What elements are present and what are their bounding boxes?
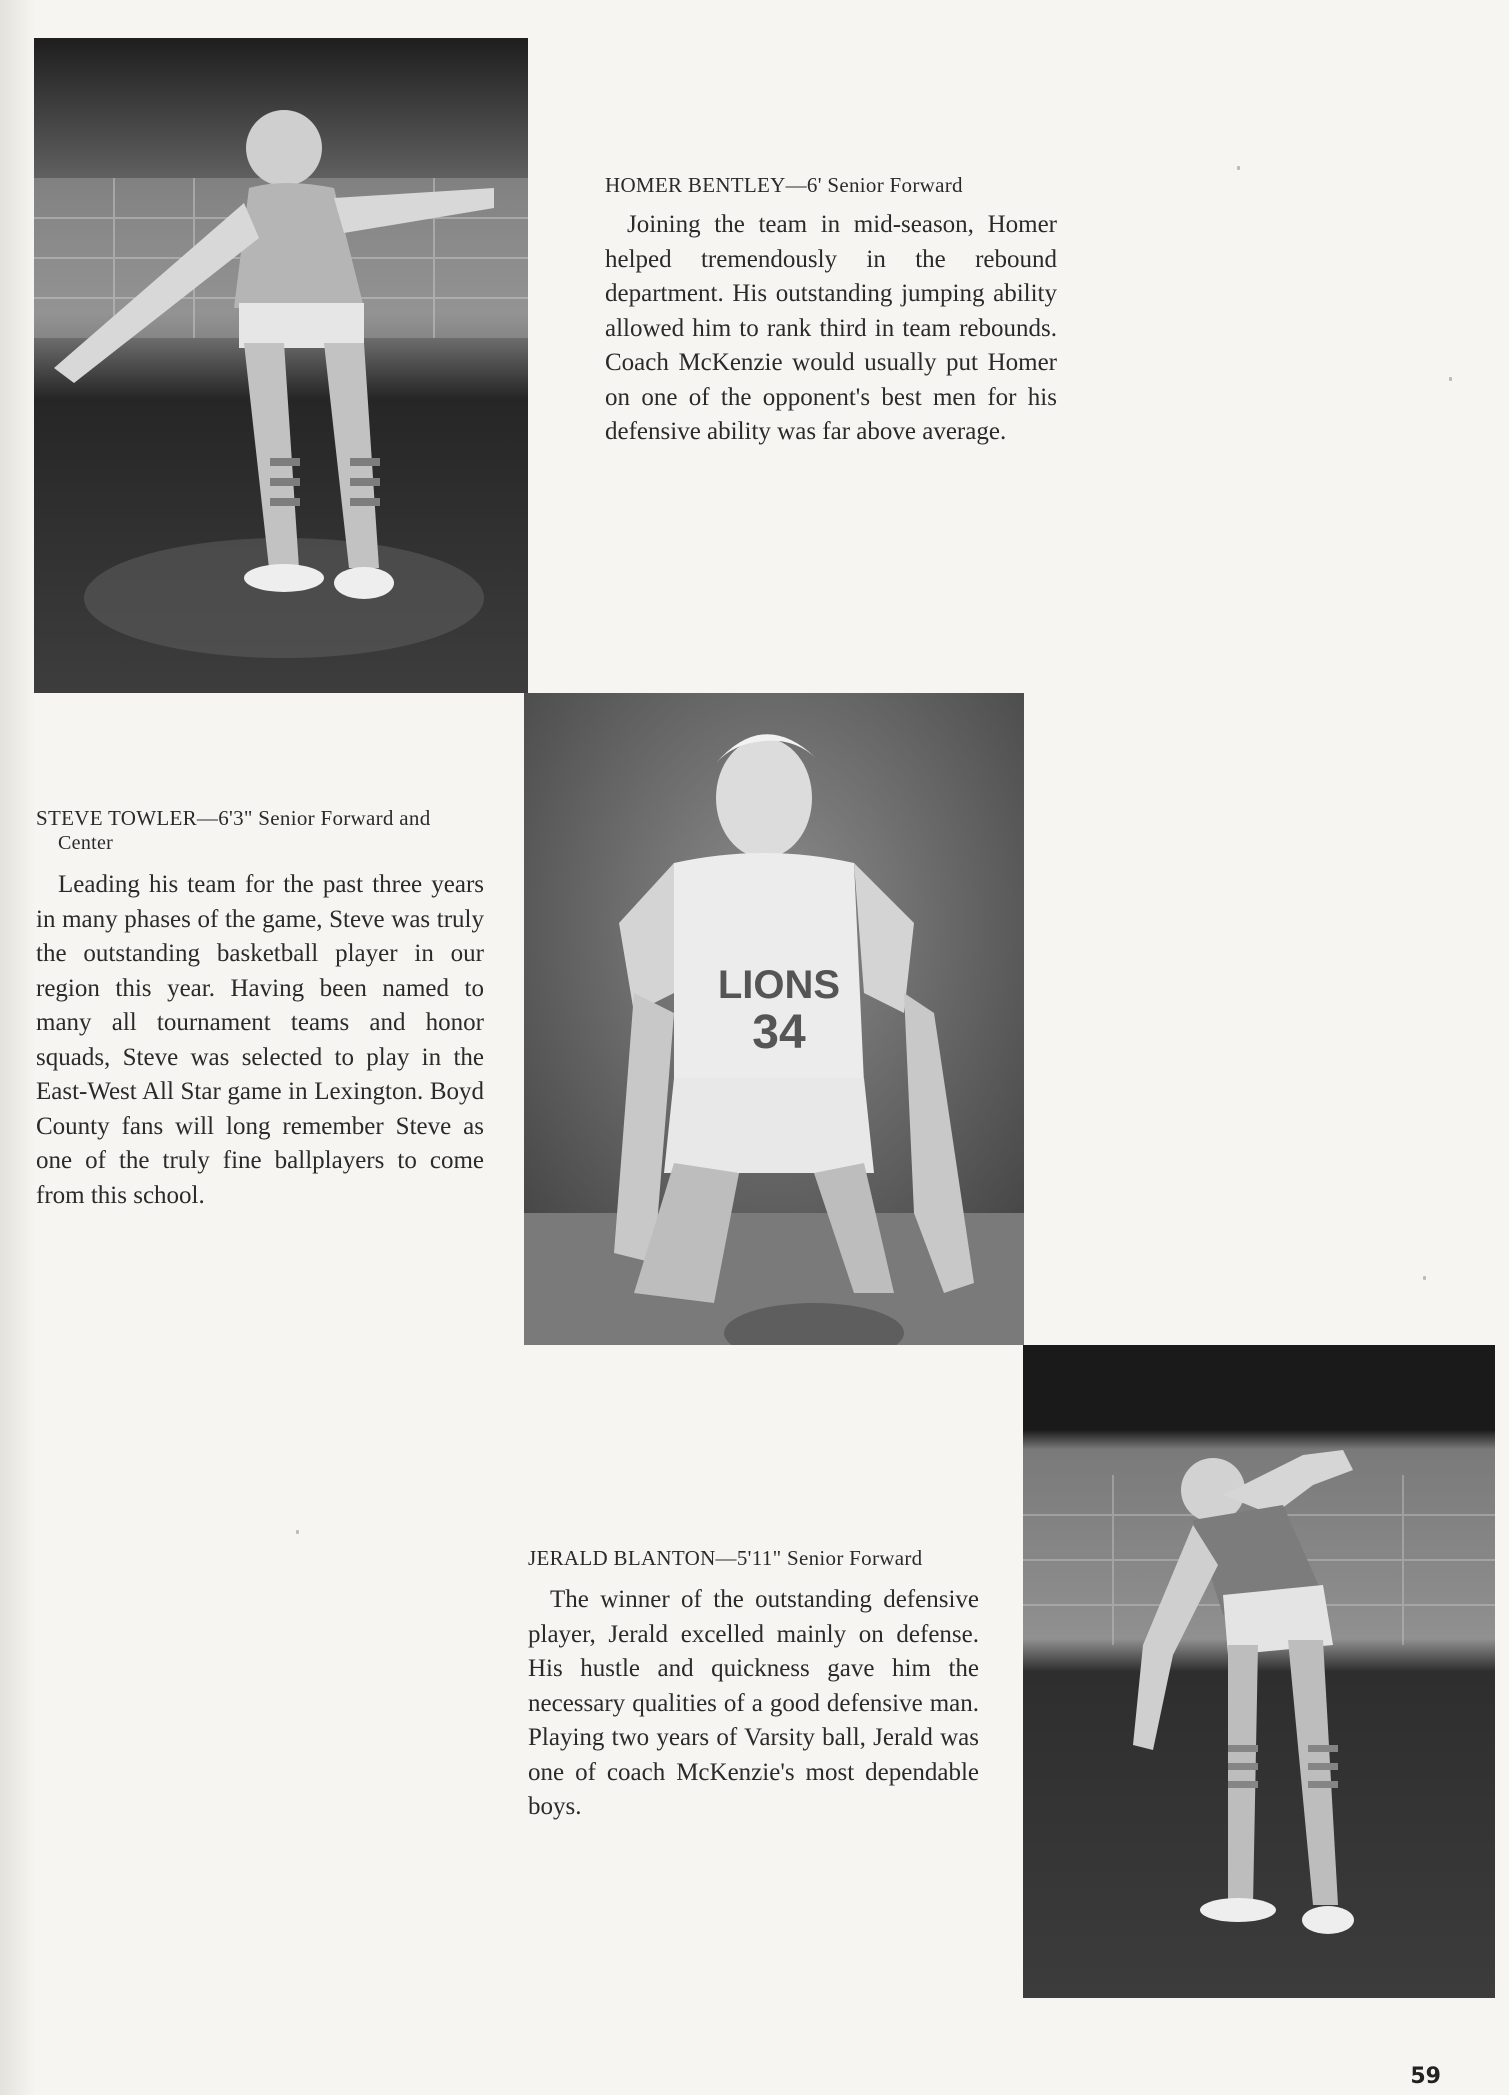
- player-bio-homer-bentley: Joining the team in mid-season, Homer helped tremendously in the rebound department. His outstanding jumping ability allowed him to rank third in team rebounds. Coach McKenzie would usually put Homer on one of the opponent's best men for his defensive ability was far above average.: [605, 211, 1057, 445]
- photo-steve-towler: [524, 693, 1024, 1345]
- photo-jerald-blanton: [1023, 1345, 1495, 1998]
- player-caption-homer-bentley: HOMER BENTLEY—6' Senior Forward: [605, 173, 963, 197]
- player-caption-steve-towler-line2: Center: [58, 832, 114, 854]
- page-number: 59: [1410, 2064, 1441, 2089]
- photo-homer-bentley: [34, 38, 528, 693]
- player-bio-jerald-blanton: The winner of the outstanding defensive player, Jerald excelled mainly on defense. His hustle and quickness gave him the necessary qualities of a good defensive man. Playing two years of Varsity ball, Jerald was one of coach McKenzie's most dependable boys.: [528, 1586, 979, 1820]
- player-caption-steve-towler-line1: STEVE TOWLER—6'3" Senior Forward and: [36, 806, 431, 830]
- jersey-number-text: 34: [752, 1006, 806, 1059]
- scan-speck: [296, 1530, 299, 1534]
- jersey-team-text: LIONS: [717, 963, 841, 1007]
- player-bio-steve-towler: Leading his team for the past three years in many phases of the game, Steve was truly the outstanding basketball player in our region this year. Having been named to many all tournament teams and honor squads, Steve was selected to play in the East-West All Star game in Lexington. Boyd County fans will long remember Steve as one of the truly fine ballplayers to come from this school.: [36, 871, 484, 1209]
- scan-speck: [1423, 1276, 1426, 1280]
- scan-speck: [1237, 166, 1240, 170]
- scan-speck: [1449, 377, 1452, 381]
- page-gutter-shade: [0, 0, 36, 2095]
- player-caption-jerald-blanton: JERALD BLANTON—5'11" Senior Forward: [528, 1546, 923, 1570]
